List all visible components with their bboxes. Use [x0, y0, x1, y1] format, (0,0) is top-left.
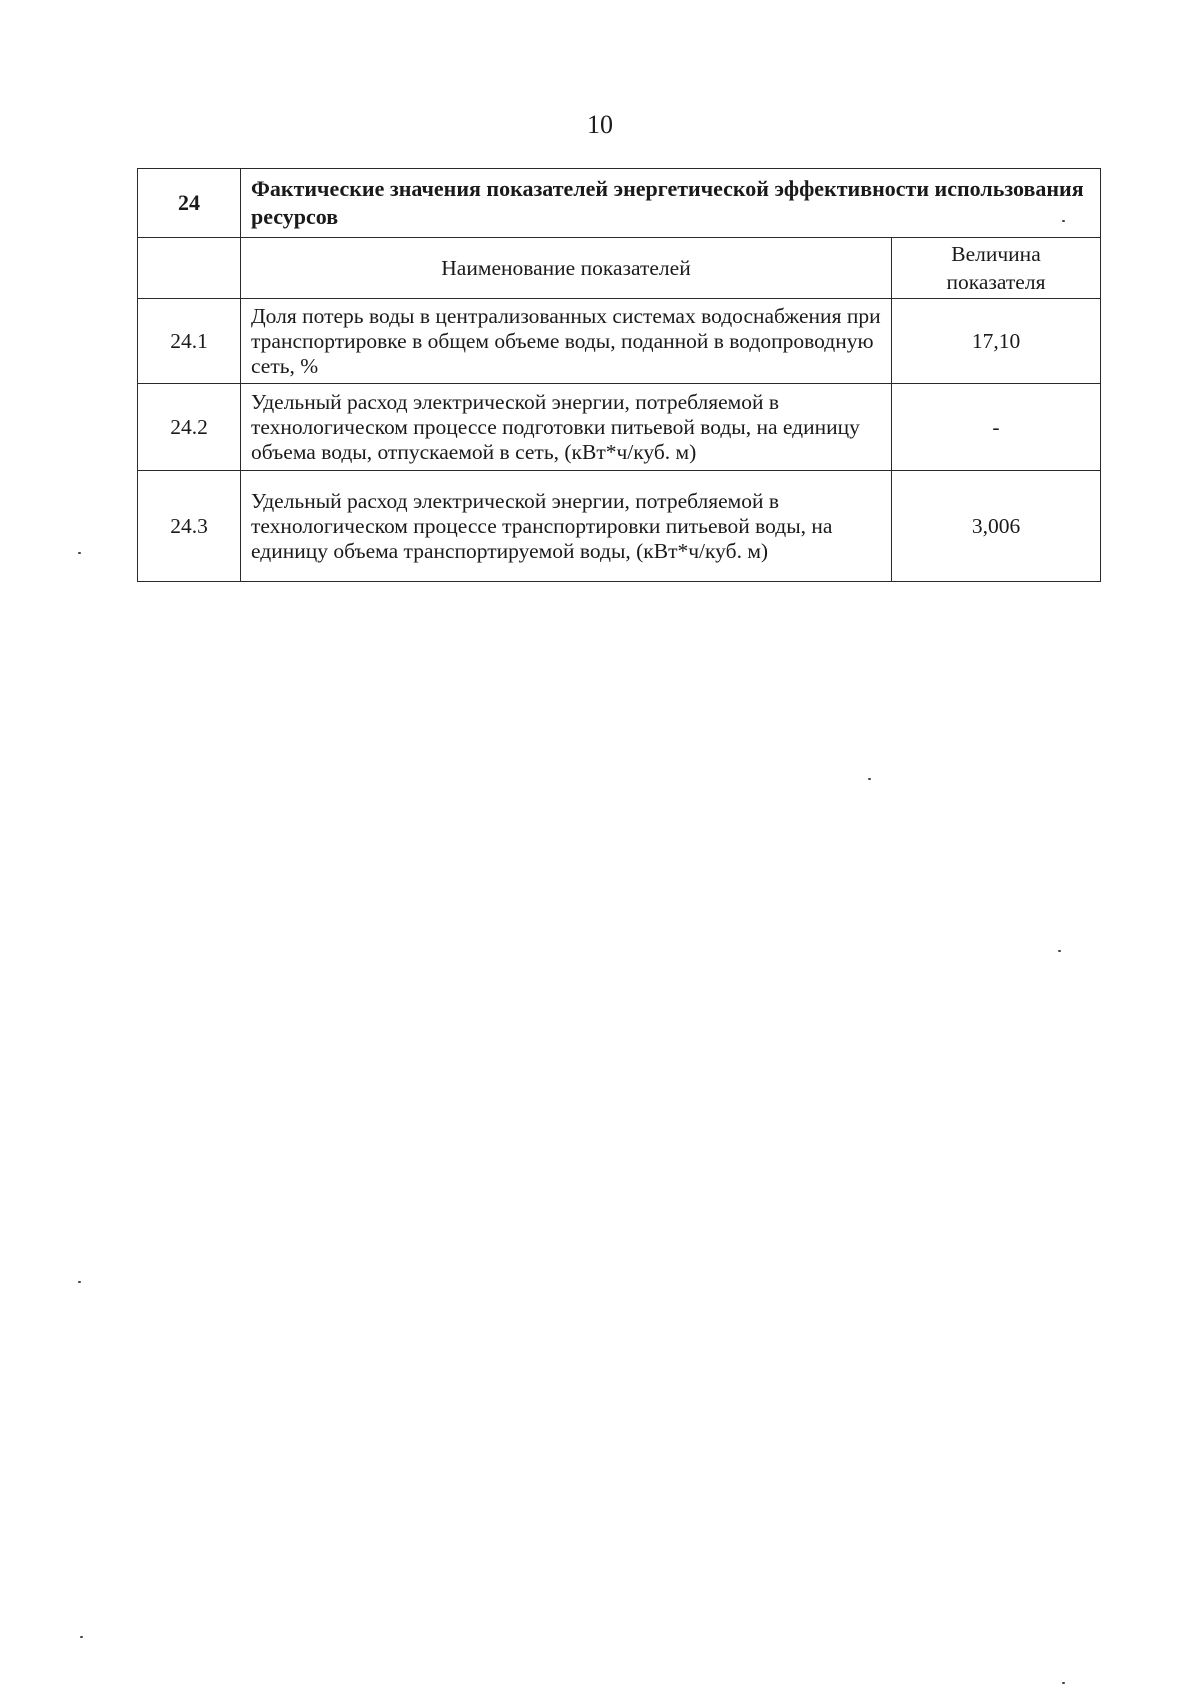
scan-speck — [1058, 950, 1061, 952]
row-name: Удельный расход электрической энергии, потребляемой в технологическом процессе подготовки питьевой воды, на единицу объема воды, отпускаемой в сеть, (кВт*ч/куб. м) — [241, 384, 892, 471]
scan-speck — [1062, 1682, 1065, 1684]
row-value: 3,006 — [892, 471, 1101, 582]
row-number: 24.2 — [138, 384, 241, 471]
scan-speck — [78, 552, 81, 554]
header-row — [138, 238, 1101, 299]
scan-speck — [1062, 220, 1065, 222]
scan-speck — [80, 1636, 83, 1638]
row-name: Удельный расход электрической энергии, потребляемой в технологическом процессе транспортировки питьевой воды, на единицу объема транспортируемой воды, (кВт*ч/куб. м) — [241, 471, 892, 582]
header-empty-cell — [138, 238, 241, 299]
header-value: Величина показателя — [892, 238, 1101, 299]
table-row — [138, 471, 1101, 582]
row-value: 17,10 — [892, 299, 1101, 384]
row-name: Доля потерь воды в централизованных системах водоснабжения при транспортировке в общем объеме воды, поданной в водопроводную сеть, % — [241, 299, 892, 384]
scan-speck — [868, 778, 871, 780]
scan-speck — [78, 1281, 81, 1283]
section-row — [138, 169, 1101, 238]
page-number: 10 — [587, 110, 613, 139]
indicators-table — [137, 168, 1101, 582]
row-value: - — [892, 384, 1101, 471]
section-title: Фактические значения показателей энергетической эффективности использования ресурсов — [241, 169, 1101, 238]
section-number: 24 — [138, 169, 241, 238]
row-number: 24.3 — [138, 471, 241, 582]
row-number: 24.1 — [138, 299, 241, 384]
table-row — [138, 384, 1101, 471]
header-name: Наименование показателей — [241, 238, 892, 299]
table-row — [138, 299, 1101, 384]
